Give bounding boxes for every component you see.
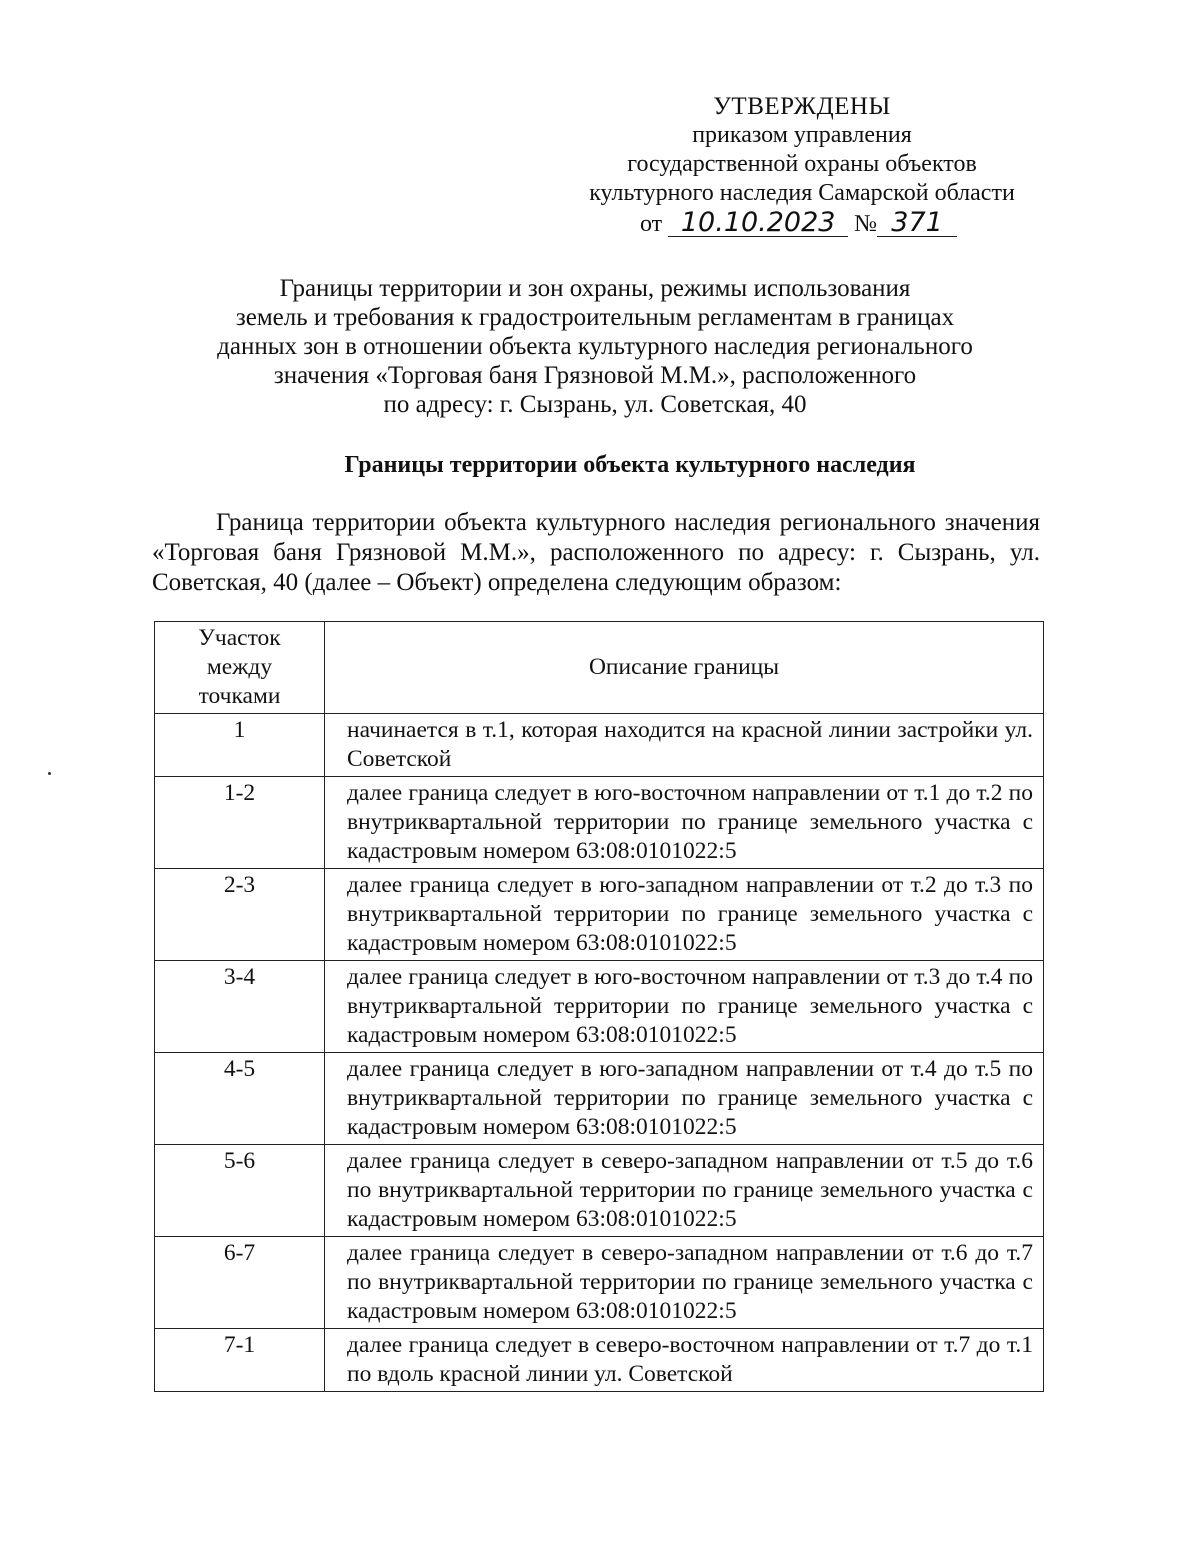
table-row [155,1145,1044,1237]
description-cell: далее граница следует в северо-восточном направлении от т.7 до т.1 по вдоль красной линии ул. Советской [325,1329,1044,1392]
scan-speck [48,772,51,775]
segment-cell: 4-5 [155,1053,325,1145]
approval-block [452,92,1152,208]
approval-line-2: государственной охраны объектов [627,151,977,177]
segment-cell: 1-2 [155,777,325,869]
handwritten-number: 371 [877,210,957,237]
title-line-5: по адресу: г. Сызрань, ул. Советская, 40 [383,391,807,418]
order-date-number-line [640,207,957,238]
header-description: Описание границы [325,622,1044,714]
segment-cell: 5-6 [155,1145,325,1237]
number-label: № [854,211,878,237]
description-cell: далее граница следует в юго-западном направлении от т.2 до т.3 по внутриквартальной территории по границе земельного участка с кадастровым номером 63:08:0101022:5 [325,869,1044,961]
table-row [155,714,1044,777]
intro-paragraph: Граница территории объекта культурного наследия регионального значения «Торговая баня Грязновой М.М.», расположенного по адресу: г. Сызрань, ул. Советская, 40 (далее – Объект) определена следующим образом: [152,509,1040,596]
approval-line-3: культурного наследия Самарской области [589,180,1015,206]
approval-line-1: приказом управления [692,122,912,148]
title-line-2: земель и требования к градостроительным регламентам в границах [235,304,955,331]
table-row [155,777,1044,869]
header-segment-line-1: Участок [198,625,281,651]
description-cell: далее граница следует в юго-восточном направлении от т.3 до т.4 по внутриквартальной территории по границе земельного участка с кадастровым номером 63:08:0101022:5 [325,961,1044,1053]
segment-cell: 6-7 [155,1237,325,1329]
description-cell: далее граница следует в северо-западном направлении от т.5 до т.6 по внутриквартальной территории по границе земельного участка с кадастровым номером 63:08:0101022:5 [325,1145,1044,1237]
section-title: Границы территории объекта культурного наследия [344,452,916,478]
handwritten-date: 10.10.2023 [668,210,848,237]
from-label: от [640,211,663,237]
header-segment-line-3: точками [198,683,281,709]
table-row [155,1053,1044,1145]
description-cell: далее граница следует в юго-западном направлении от т.4 до т.5 по внутриквартальной территории по границе земельного участка с кадастровым номером 63:08:0101022:5 [325,1053,1044,1145]
segment-cell: 3-4 [155,961,325,1053]
boundary-table [154,621,1044,1392]
segment-cell: 1 [155,714,325,777]
table-row [155,961,1044,1053]
title-line-4: значения «Торговая баня Грязновой М.М.», расположенного [273,362,917,389]
table-row [155,869,1044,961]
table-row [155,1237,1044,1329]
approval-heading: УТВЕРЖДЕНЫ [713,93,891,120]
header-segment [155,622,325,714]
segment-cell: 2-3 [155,869,325,961]
description-cell: далее граница следует в северо-западном направлении от т.6 до т.7 по внутриквартальной территории по границе земельного участка с кадастровым номером 63:08:0101022:5 [325,1237,1044,1329]
header-segment-line-2: между [206,654,273,680]
title-line-1: Границы территории и зон охраны, режимы использования [279,275,911,302]
title-line-3: данных зон в отношении объекта культурного наследия регионального [217,333,973,360]
segment-cell: 7-1 [155,1329,325,1392]
table-row [155,1329,1044,1392]
description-cell: далее граница следует в юго-восточном направлении от т.1 до т.2 по внутриквартальной территории по границе земельного участка с кадастровым номером 63:08:0101022:5 [325,777,1044,869]
document-title [170,274,1020,419]
description-cell: начинается в т.1, которая находится на красной линии застройки ул. Советской [325,714,1044,777]
table-header-row [155,622,1044,714]
